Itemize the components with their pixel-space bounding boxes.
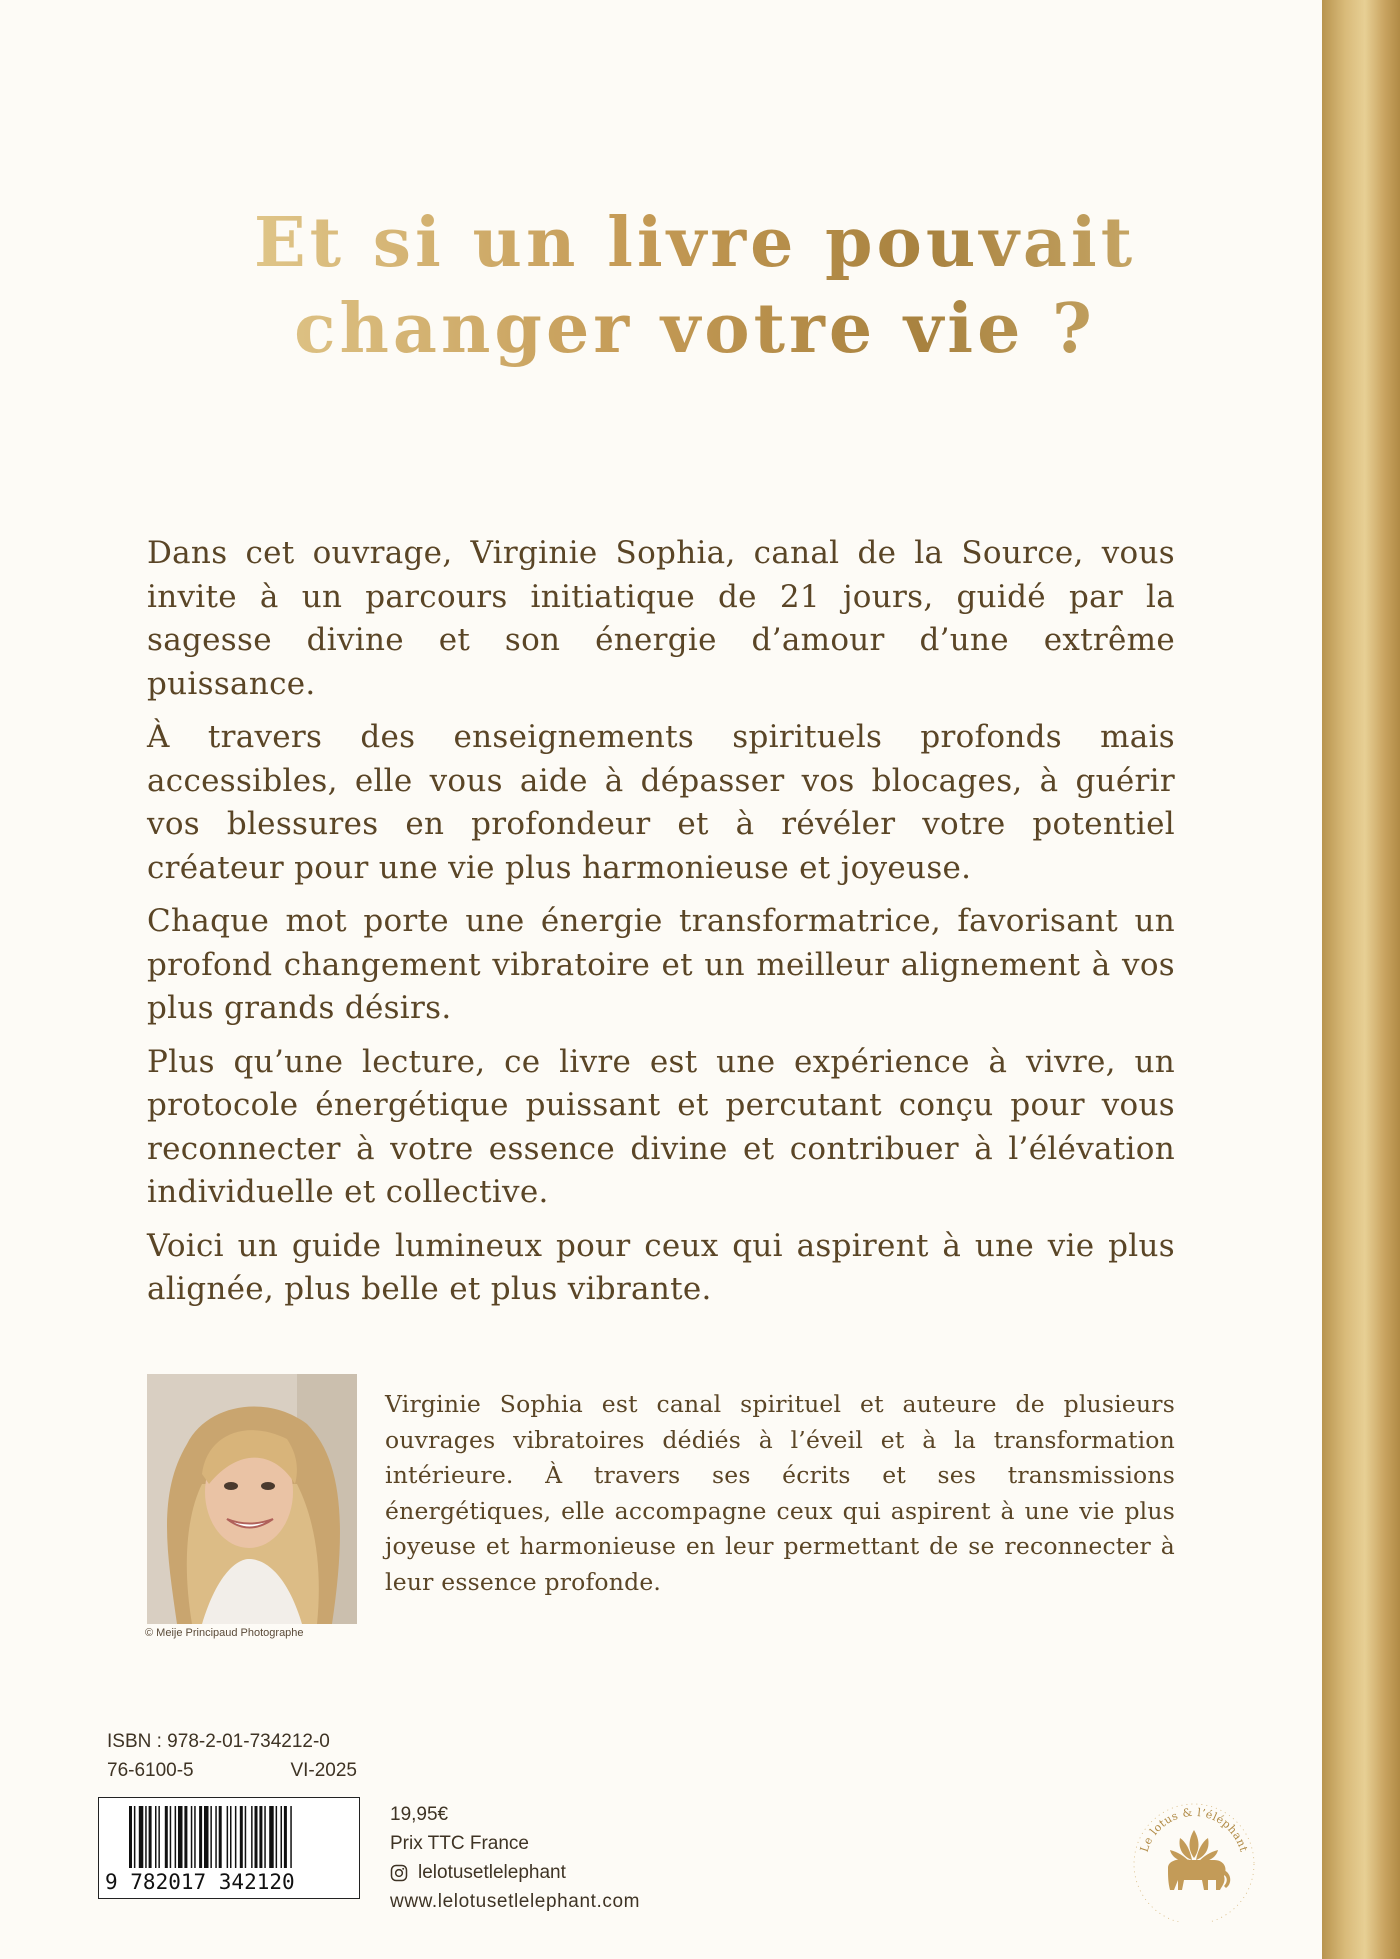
barcode-bar xyxy=(199,1806,202,1868)
description-paragraph: Plus qu’une lecture, ce livre est une expérience à vivre, un protocole énergétique puissant et percutant conçu pour vous reconnecter à votre essence divine et contribuer à l’élévation individuelle et collective. xyxy=(147,1043,1175,1210)
barcode-bar xyxy=(170,1806,172,1868)
barcode xyxy=(98,1797,360,1899)
barcode-bar xyxy=(290,1806,292,1868)
barcode-bar xyxy=(139,1806,144,1868)
barcode-bar xyxy=(240,1806,243,1868)
barcode-bar xyxy=(175,1806,177,1868)
barcode-bar xyxy=(191,1806,193,1868)
barcode-bar xyxy=(227,1806,229,1868)
barcode-bar xyxy=(204,1806,209,1868)
publisher-logo-text: Le lotus & l’éléphant xyxy=(1137,1805,1251,1854)
barcode-bar xyxy=(245,1806,247,1868)
isbn-number: ISBN : 978-2-01-734212-0 xyxy=(107,1731,330,1752)
barcode-bar xyxy=(210,1806,212,1868)
headline-line-1: Et si un livre pouvait xyxy=(253,203,1137,283)
headline xyxy=(120,200,1270,372)
barcode-bar xyxy=(230,1806,232,1868)
barcode-bar xyxy=(178,1806,183,1868)
edition-code: VI-2025 xyxy=(290,1760,357,1781)
barcode-bar xyxy=(284,1806,287,1868)
barcode-bar xyxy=(215,1806,217,1868)
instagram-handle[interactable]: lelotusetlelephant xyxy=(418,1862,566,1883)
barcode-bar xyxy=(235,1806,237,1868)
barcode-bar xyxy=(219,1806,222,1868)
description-paragraph: À travers des enseignements spirituels profonds mais accessibles, elle vous aide à dépasser vos blocages, à guérir vos blessures en profondeur et à révéler votre potentiel créateur pour une vie plus harmonieuse et joyeuse. xyxy=(147,719,1175,886)
barcode-bars xyxy=(129,1806,337,1868)
price-label: Prix TTC France xyxy=(390,1833,530,1854)
barcode-bar xyxy=(158,1806,160,1868)
description-paragraph: Voici un guide lumineux pour ceux qui aspirent à une vie plus alignée, plus belle et plus vibrante. xyxy=(147,1227,1175,1307)
headline-line-2: changer votre vie ? xyxy=(294,289,1096,369)
barcode-bar xyxy=(165,1806,168,1868)
website-link[interactable]: www.lelotusetlelephant.com xyxy=(390,1891,641,1912)
isbn-block xyxy=(107,1727,357,1785)
price-amount: 19,95€ xyxy=(390,1804,449,1825)
barcode-bar xyxy=(251,1806,253,1868)
book-description xyxy=(147,532,1175,1322)
barcode-digits: 9 782017 342120 xyxy=(105,1870,295,1894)
barcode-bar xyxy=(281,1806,283,1868)
description-paragraph: Dans cet ouvrage, Virginie Sophia, canal de la Source, vous invite à un parcours initiatique de 21 jours, guidé par la sagesse divine et son énergie d’amour d’une extrême puissance. xyxy=(147,535,1175,702)
barcode-bar xyxy=(134,1806,136,1868)
author-bio: Virginie Sophia est canal spirituel et auteure de plusieurs ouvrages vibratoires dédiés à l’éveil et à la transformation intérieure. À travers ses écrits et ses transmissions énergétiques, elle accompagne ceux qui aspirent à une vie plus joyeuse et harmonieuse en leur permettant de se reconnecter à leur essence profonde. xyxy=(385,1390,1175,1596)
barcode-bar xyxy=(149,1806,152,1868)
instagram-handle-row[interactable] xyxy=(390,1858,790,1887)
price-block xyxy=(390,1800,790,1916)
barcode-bar xyxy=(184,1806,187,1868)
barcode-bar xyxy=(255,1806,258,1868)
instagram-icon xyxy=(390,1864,408,1882)
photo-credit: © Meije Principaud Photographe xyxy=(145,1627,304,1639)
gold-edge-strip xyxy=(1322,0,1400,1959)
description-paragraph: Chaque mot porte une énergie transformatrice, favorisant un profond changement vibratoire et un meilleur alignement à vos plus grands désirs. xyxy=(147,903,1175,1026)
barcode-bar xyxy=(155,1806,157,1868)
barcode-bar xyxy=(276,1806,278,1868)
barcode-bar xyxy=(145,1806,147,1868)
product-codes xyxy=(107,1756,357,1785)
barcode-bar xyxy=(259,1806,262,1868)
author-portrait-illustration xyxy=(147,1374,357,1624)
barcode-bar xyxy=(129,1806,132,1868)
barcode-bar xyxy=(269,1806,274,1868)
author-photo xyxy=(147,1374,357,1624)
product-code: 76-6100-5 xyxy=(107,1760,194,1781)
barcode-bar xyxy=(264,1806,266,1868)
lotus-elephant-logo-icon xyxy=(1128,1790,1260,1922)
barcode-bar xyxy=(194,1806,196,1868)
